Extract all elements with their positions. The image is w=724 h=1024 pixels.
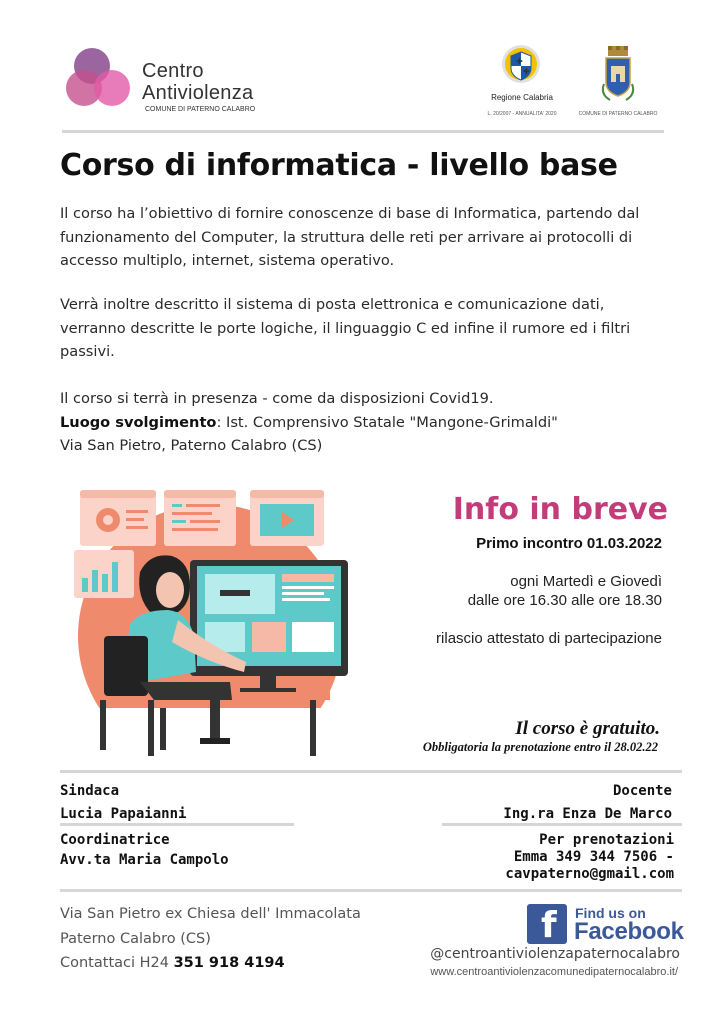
- region-name: Regione Calabria: [491, 93, 553, 102]
- certificate-note: rilascio attestato di partecipazione: [436, 630, 662, 647]
- bar-chart-window-icon: [74, 550, 134, 598]
- find-us-text: Find us on: [575, 905, 646, 921]
- comune-paterno-crest-icon: [600, 44, 636, 106]
- page-title: Corso di informatica - livello base: [60, 148, 618, 183]
- right-divider: [442, 823, 682, 826]
- svg-text:✚: ✚: [516, 57, 523, 66]
- header-divider: [62, 130, 664, 133]
- sindaca-label: Sindaca: [60, 783, 120, 799]
- website-link[interactable]: www.centroantiviolenzacomunedipaternocalabro.it/: [430, 966, 678, 978]
- description-paragraph-2: Verrà inoltre descritto il sistema di posta elettronica e comunicazione dati, verranno descritte le porte logiche, il linguaggio C ed infine il rumore ed i filtri passivi.: [60, 296, 631, 360]
- facebook-letter: f: [541, 905, 557, 946]
- sindaca-name: Lucia Papaianni: [60, 806, 187, 822]
- booking-phone: Emma 349 344 7506 -: [513, 849, 674, 865]
- monitor-icon: [190, 560, 348, 693]
- org-name: [142, 60, 253, 104]
- booking-email-link[interactable]: cavpaterno@gmail.com: [505, 866, 674, 882]
- location-label: Luogo svolgimento: [60, 413, 217, 431]
- info-divider: [60, 770, 682, 773]
- docente-label: Docente: [612, 783, 672, 799]
- centro-antiviolenza-logo-icon: [66, 46, 136, 112]
- computer-course-illustration: [60, 486, 360, 758]
- location-value: : Ist. Comprensivo Statale "Mangone-Grimaldi": [216, 413, 558, 431]
- schedule-hours: dalle ore 16.30 alle ore 18.30: [467, 592, 662, 609]
- region-law-text: L. 20/2007 - ANNUALITA' 2020: [487, 111, 557, 117]
- comune-name: COMUNE DI PATERNO CALABRO: [578, 111, 658, 117]
- social-handle[interactable]: @centroantiviolenzapaternocalabro: [430, 946, 680, 962]
- schedule-days: ogni Martedì e Giovedì: [510, 573, 662, 590]
- footer-contact: [60, 955, 285, 971]
- location-line: [60, 411, 664, 435]
- footer-address-line1: Via San Pietro ex Chiesa dell' Immacolata: [60, 906, 361, 922]
- presence-note: Il corso si terrà in presenza - come da disposizioni Covid19.: [60, 390, 494, 407]
- booking-deadline: Obbligatoria la prenotazione entro il 28.02.22: [422, 740, 658, 754]
- svg-text:✚: ✚: [523, 67, 530, 76]
- org-name-line1: Centro: [142, 60, 204, 82]
- footer-divider: [60, 889, 682, 892]
- description-paragraph-1: Il corso ha l’obiettivo di fornire conoscenze di base di Informatica, partendo dal funzionamento del Computer, la struttura delle reti per arrivare ai protocolli di accesso multiplo, internet, sistema operativo.: [60, 205, 640, 269]
- free-course-note: Il corso è gratuito.: [515, 718, 660, 739]
- address-line: Via San Pietro, Paterno Calabro (CS): [60, 437, 323, 454]
- video-window-icon: [250, 490, 324, 546]
- facebook-icon[interactable]: [527, 904, 567, 944]
- org-subtitle: COMUNE DI PATERNO CALABRO: [145, 106, 256, 113]
- code-window-icon: [164, 490, 236, 546]
- coordinatrice-label: Coordinatrice: [60, 832, 170, 848]
- coordinatrice-name: Avv.ta Maria Campolo: [60, 852, 229, 868]
- settings-window-icon: [80, 490, 156, 546]
- org-name-line2: Antiviolenza: [142, 82, 254, 104]
- booking-label: Per prenotazioni: [539, 832, 674, 848]
- regione-calabria-crest-icon: [501, 42, 541, 92]
- contact-phone[interactable]: 351 918 4194: [173, 955, 285, 971]
- docente-name: Ing.ra Enza De Marco: [503, 806, 672, 822]
- left-divider: [60, 823, 294, 826]
- contact-label: Contattaci H24: [60, 955, 174, 971]
- facebook-link[interactable]: Facebook: [574, 918, 684, 945]
- info-title: Info in breve: [452, 492, 668, 527]
- first-meeting-date: Primo incontro 01.03.2022: [476, 535, 662, 552]
- description-paragraph-3: [60, 387, 664, 458]
- footer-address-line2: Paterno Calabro (CS): [60, 931, 211, 947]
